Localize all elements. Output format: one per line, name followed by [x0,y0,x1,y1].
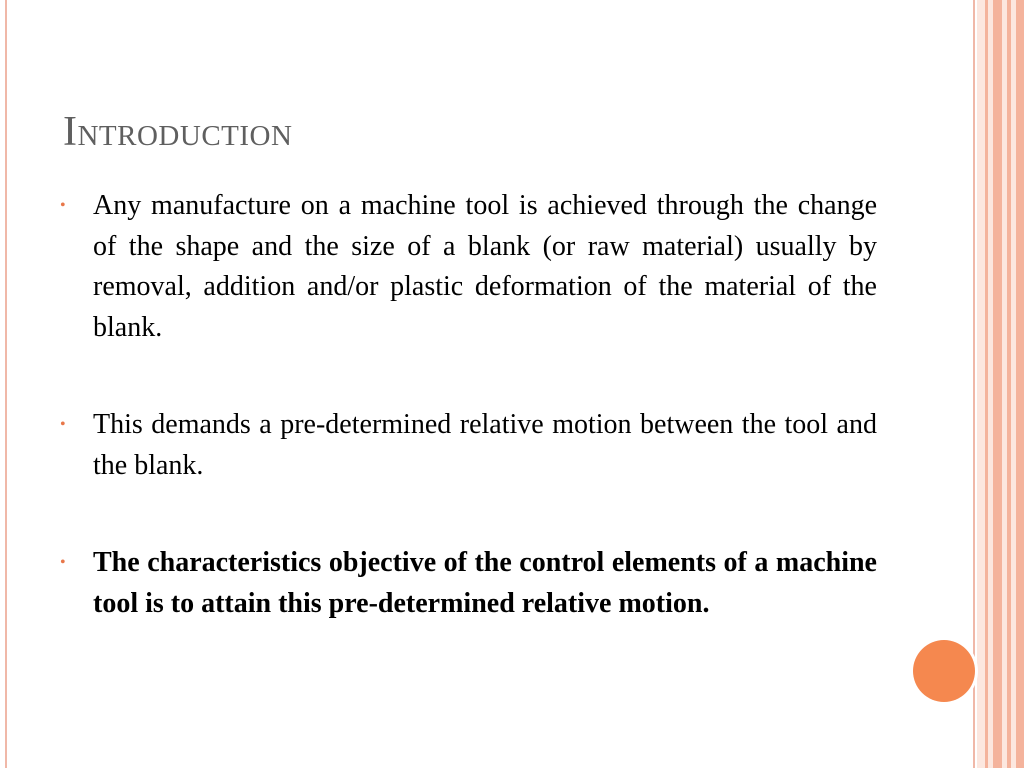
bullet-marker-icon: • [60,554,66,571]
decorative-orange-circle-icon [913,640,975,702]
bullet-text: This demands a pre-determined relative motion between the tool and the blank. [93,409,877,481]
bullet-item-1 [60,186,877,348]
bullet-item-2 [60,405,877,486]
bullet-text: Any manufacture on a machine tool is achieved through the change of the shape and the size of a blank (or raw material) usually by removal, addition and/or plastic deformation of the material of the blank. [93,190,877,343]
bullet-item-3 [60,543,877,624]
stripe-3 [1007,0,1011,768]
stripe-2 [993,0,1002,768]
stripe-4 [1016,0,1024,768]
bullet-marker-icon: • [60,416,66,433]
bullet-list [60,186,877,681]
slide-title: Introduction [63,109,293,155]
bullet-marker-icon: • [60,197,66,214]
decorative-stripes [977,0,1024,768]
stripe-1 [985,0,988,768]
bullet-text: The characteristics objective of the control elements of a machine tool is to attain this pre-determined relative motion. [93,547,877,619]
